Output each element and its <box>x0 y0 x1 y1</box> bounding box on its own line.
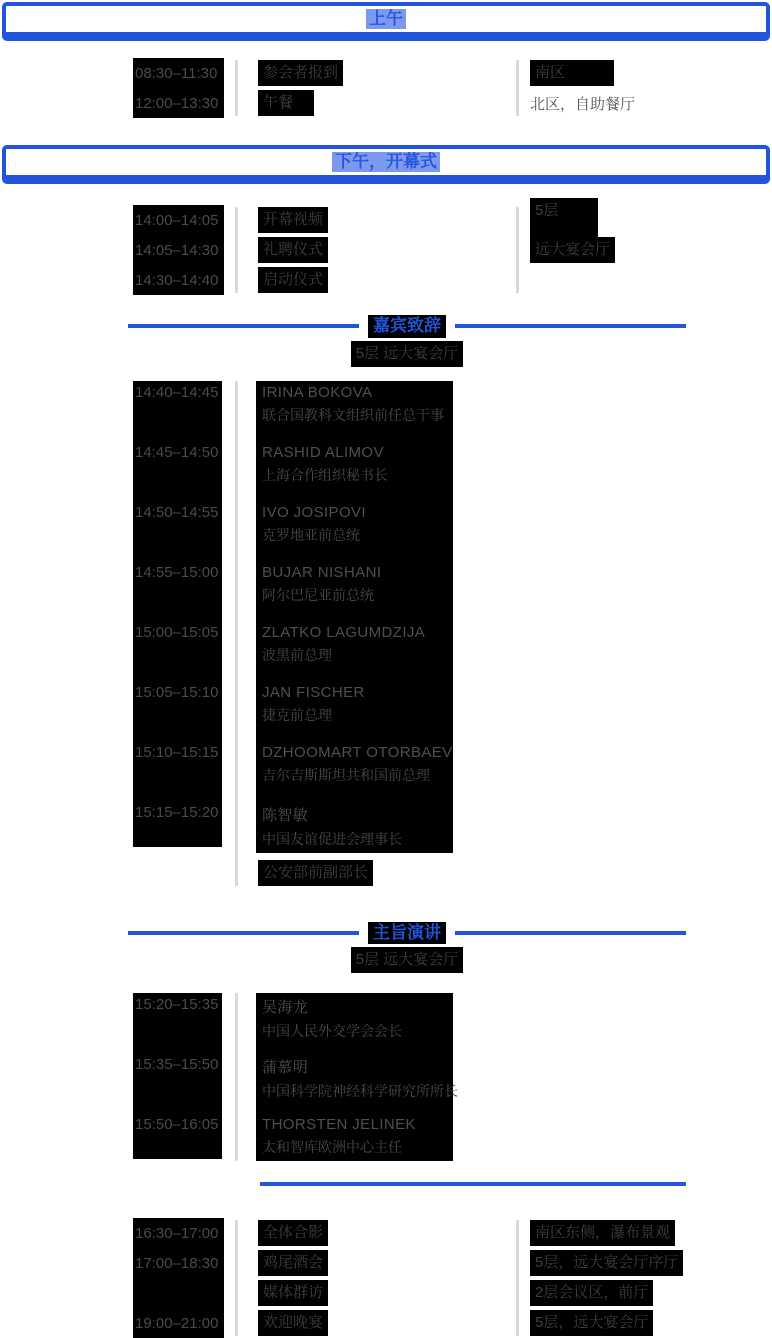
event-location: 远大宴会厅 <box>530 237 615 263</box>
event-name: 礼聘仪式 <box>258 237 328 263</box>
column-divider <box>516 60 519 116</box>
guest-speeches-list <box>133 381 772 886</box>
section-title: 主旨演讲 <box>368 922 446 945</box>
location-cell <box>530 1250 772 1276</box>
schedule-row <box>0 1308 772 1338</box>
event-cell <box>258 1280 514 1306</box>
speaker-title: 中国友谊促进会理事长 <box>262 830 402 847</box>
location-cell <box>530 93 772 114</box>
keynote-speakers-list <box>133 993 772 1161</box>
location-cell <box>530 237 772 263</box>
speaker-title: 克罗地亚前总统 <box>262 526 360 543</box>
time-cell <box>133 265 224 295</box>
event-location: 5层，远大宴会厅序厅 <box>530 1250 683 1276</box>
location-cell <box>530 1220 772 1246</box>
event-location: 南区东侧，瀑布景观 <box>530 1220 675 1246</box>
speaker-entry <box>262 444 453 504</box>
time-range: 14:50–14:55 <box>135 503 219 521</box>
event-cell <box>258 60 514 86</box>
time-range: 15:05–15:10 <box>135 683 219 701</box>
section-divider-line <box>260 1182 686 1186</box>
time-range: 19:00–21:00 <box>135 1314 219 1332</box>
header-line-left <box>128 931 359 935</box>
speaker-name: 吴海龙 <box>262 999 309 1017</box>
time-range: 14:05–14:30 <box>135 241 219 259</box>
location-cell <box>530 198 772 242</box>
section-title: 嘉宾致辞 <box>368 315 446 338</box>
schedule-row <box>0 202 772 235</box>
time-cell <box>133 1248 224 1278</box>
event-cell <box>258 237 514 263</box>
time-range: 15:20–15:35 <box>135 996 219 1014</box>
speaker-name: THORSTEN JELINEK <box>262 1116 416 1134</box>
time-range: 16:30–17:00 <box>135 1224 219 1242</box>
speaker-times-column <box>133 381 222 847</box>
event-location: 北区，自助餐厅 <box>530 95 636 113</box>
speaker-name: JAN FISCHER <box>262 683 365 701</box>
column-divider <box>235 207 238 293</box>
time-range: 14:00–14:05 <box>135 211 219 229</box>
speaker-title: 吉尔吉斯斯坦共和国前总理 <box>262 766 430 783</box>
event-name: 开幕视频 <box>258 207 328 233</box>
evening-schedule <box>0 1218 772 1338</box>
speaker-title: 联合国教科文组织前任总干事 <box>262 406 444 423</box>
schedule-row <box>0 265 772 295</box>
speaker-title: 上海合作组织秘书长 <box>262 466 388 483</box>
time-range: 14:40–14:45 <box>135 383 219 401</box>
speaker-names-column <box>256 993 458 1161</box>
schedule-row <box>0 1248 772 1278</box>
event-cell <box>258 267 514 293</box>
column-divider <box>516 1220 519 1336</box>
time-range: 14:55–15:00 <box>135 563 219 581</box>
event-name: 鸡尾酒会 <box>258 1250 328 1276</box>
time-cell <box>133 205 224 235</box>
header-line-right <box>455 324 686 328</box>
event-location: 南区 <box>530 60 614 86</box>
speaker-name: DZHOOMART OTORBAEV <box>262 743 453 761</box>
speaker-entry <box>262 804 453 849</box>
speaker-times-column <box>133 993 222 1159</box>
event-location: 5层 <box>530 198 598 242</box>
venue-label: 5层 远大宴会厅 <box>351 947 464 973</box>
event-name: 媒体群访 <box>258 1280 328 1306</box>
event-cell <box>258 1250 514 1276</box>
event-cell <box>258 207 514 233</box>
speaker-names-column <box>256 381 453 853</box>
speaker-entry <box>262 624 453 684</box>
time-range: 15:35–15:50 <box>135 1056 219 1074</box>
section-banner-afternoon <box>2 145 770 184</box>
speaker-name: BUJAR NISHANI <box>262 563 382 581</box>
morning-schedule <box>0 58 772 118</box>
speaker-name: RASHID ALIMOV <box>262 443 384 461</box>
section-venue <box>128 947 686 973</box>
location-cell <box>530 1310 772 1336</box>
section-banner-morning <box>2 2 770 41</box>
column-divider <box>235 381 238 886</box>
location-cell <box>530 1280 772 1306</box>
speaker-name: IRINA BOKOVA <box>262 383 373 401</box>
time-cell <box>133 58 224 88</box>
time-range: 15:15–15:20 <box>135 803 219 821</box>
time-cell <box>133 235 224 265</box>
event-cell <box>258 90 514 116</box>
speaker-name: IVO JOSIPOVI <box>262 503 366 521</box>
event-name: 欢迎晚宴 <box>258 1310 328 1336</box>
event-location: 5层，远大宴会厅 <box>530 1310 653 1336</box>
speaker-title: 中国科学院神经科学研究所所长 <box>262 1083 458 1100</box>
event-cell <box>258 1310 514 1336</box>
venue-label: 5层 远大宴会厅 <box>351 341 464 367</box>
speaker-title: 捷克前总理 <box>262 706 332 723</box>
schedule-row <box>0 88 772 118</box>
time-range: 15:50–16:05 <box>135 1116 219 1134</box>
event-name: 参会者报到 <box>258 60 343 86</box>
schedule-row <box>0 58 772 88</box>
guest-speeches-header <box>128 315 686 338</box>
speaker-title: 太和智库欧洲中心主任 <box>262 1139 402 1156</box>
speaker-title: 阿尔巴尼亚前总统 <box>262 586 374 603</box>
speaker-entry <box>262 384 453 444</box>
speaker-entry <box>262 744 453 804</box>
speaker-entry <box>262 564 453 624</box>
speaker-name: ZLATKO LAGUMDZIJA <box>262 623 426 641</box>
time-range: 17:00–18:30 <box>135 1254 219 1272</box>
location-cell <box>530 60 772 86</box>
event-name: 全体合影 <box>258 1220 328 1246</box>
opening-ceremony-schedule <box>0 202 772 295</box>
time-range: 12:00–13:30 <box>135 94 219 112</box>
keynote-header <box>128 922 686 945</box>
time-range: 15:00–15:05 <box>135 623 219 641</box>
speaker-entry <box>262 504 453 564</box>
event-name: 启动仪式 <box>258 267 328 293</box>
event-location: 2层会议区，前厅 <box>530 1280 653 1306</box>
time-range: 14:30–14:40 <box>135 271 219 289</box>
column-divider <box>235 60 238 116</box>
header-line-right <box>455 931 686 935</box>
schedule-row <box>0 1218 772 1248</box>
time-cell <box>133 1278 224 1308</box>
time-cell <box>133 88 224 118</box>
column-divider <box>516 207 519 293</box>
column-divider <box>235 1220 238 1336</box>
time-cell <box>133 1308 224 1338</box>
section-venue <box>128 341 686 367</box>
time-range: 08:30–11:30 <box>135 64 218 82</box>
speaker-entry <box>262 1056 458 1116</box>
speaker-title: 中国人民外交学会会长 <box>262 1023 402 1040</box>
schedule-row <box>0 1278 772 1308</box>
speaker-name: 蒲慕明 <box>262 1059 309 1077</box>
section-title: 上午 <box>366 9 406 30</box>
section-title: 下午，开幕式 <box>332 152 440 173</box>
speaker-entry <box>262 684 453 744</box>
speaker-title: 波黑前总理 <box>262 646 332 663</box>
speaker-extra-title-row <box>258 860 772 886</box>
speaker-name: 陈智敏 <box>262 806 309 824</box>
column-divider <box>235 993 238 1161</box>
schedule-row <box>0 235 772 265</box>
time-range: 15:10–15:15 <box>135 743 219 761</box>
speaker-title: 公安部前副部长 <box>258 860 373 886</box>
time-range: 14:45–14:50 <box>135 443 219 461</box>
speaker-entry <box>262 1116 453 1157</box>
header-line-left <box>128 324 359 328</box>
time-cell <box>133 1218 224 1248</box>
event-name: 午餐 <box>258 90 314 116</box>
event-cell <box>258 1220 514 1246</box>
speaker-entry <box>262 996 453 1056</box>
